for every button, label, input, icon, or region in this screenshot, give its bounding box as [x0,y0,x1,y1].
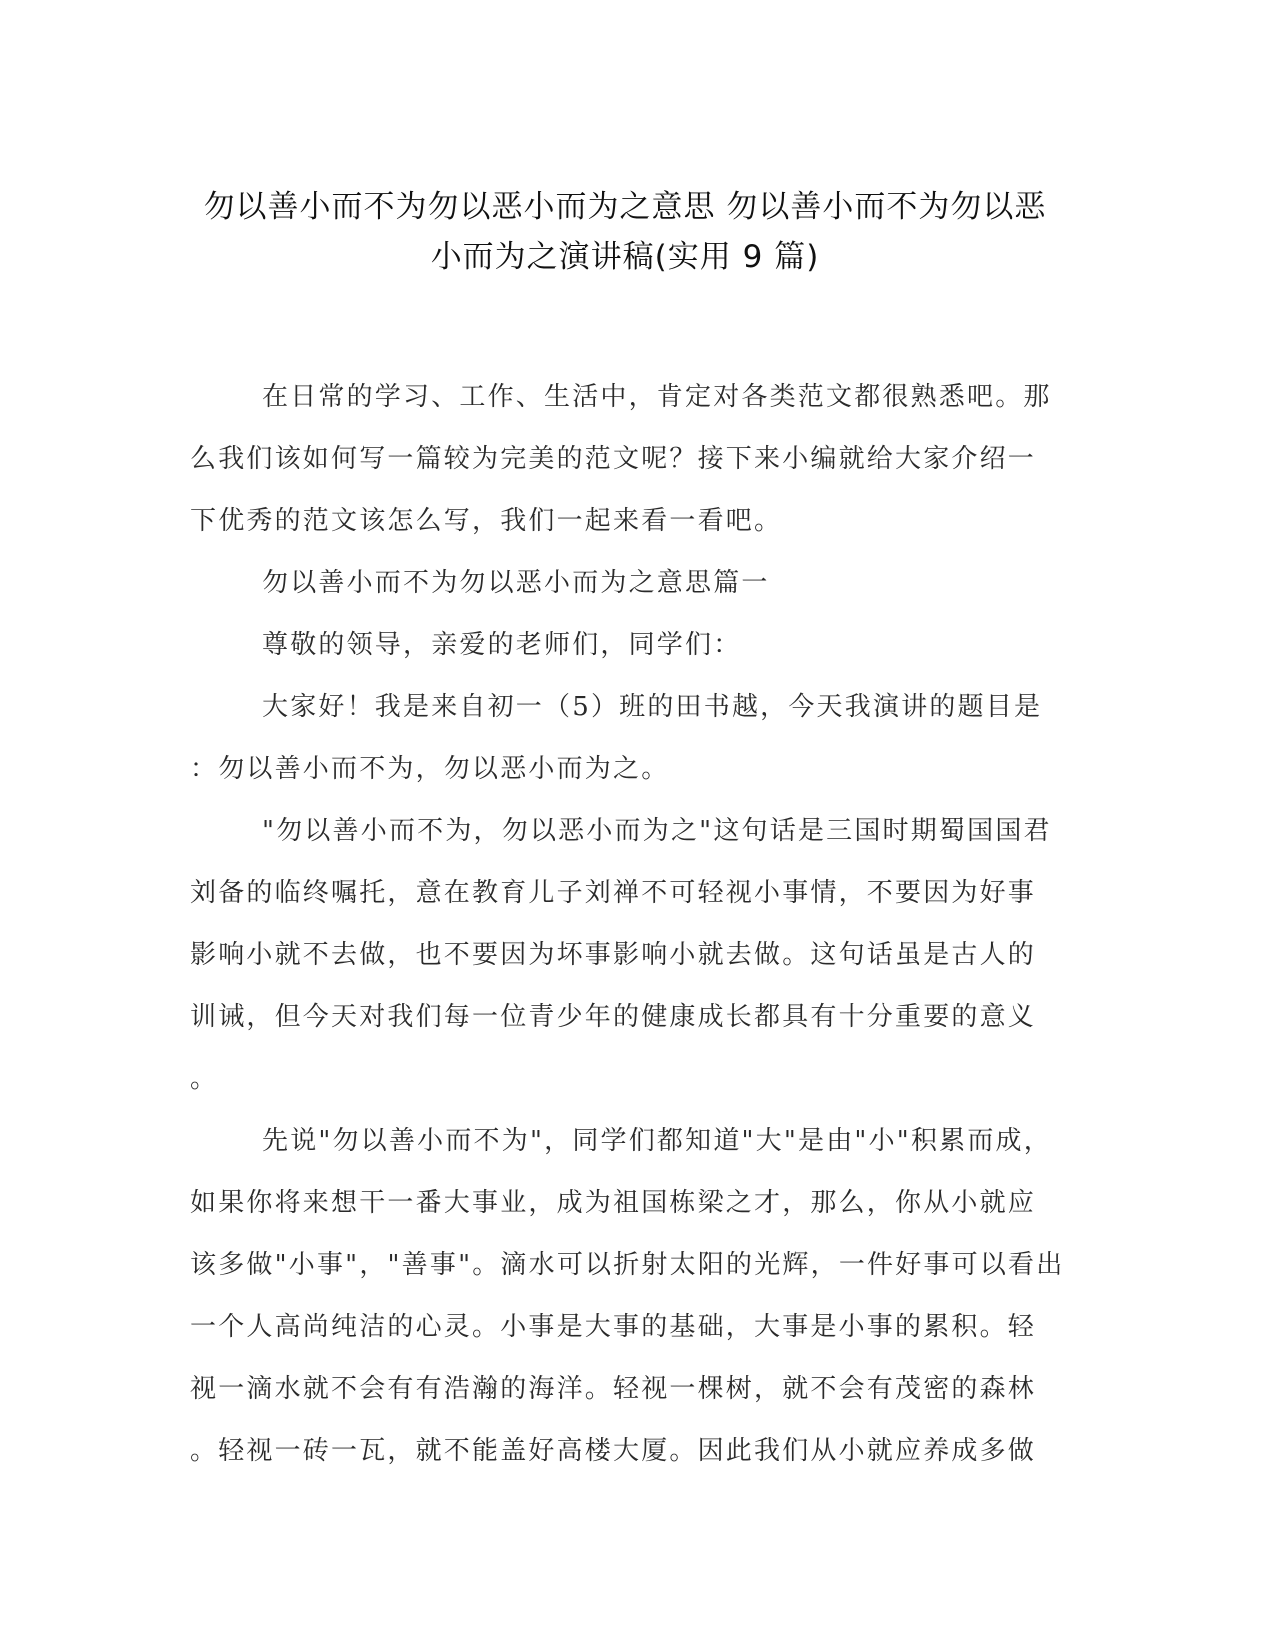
body-line: 。轻视一砖一瓦，就不能盖好高楼大厦。因此我们从小就应养成多做 [190,1436,1037,1466]
title-line-1: 勿以善小而不为勿以恶小而为之意思 勿以善小而不为勿以恶 [203,189,1047,225]
body-line: 在日常的学习、工作、生活中，肯定对各类范文都很熟悉吧。那 [262,382,1052,412]
body-line: 视一滴水就不会有有浩瀚的海洋。轻视一棵树，就不会有茂密的森林 [190,1374,1037,1404]
body-line: 下优秀的范文该怎么写，我们一起来看一看吧。 [190,506,783,536]
body-line: 么我们该如何写一篇较为完美的范文呢？接下来小编就给大家介绍一 [190,444,1037,474]
document-title [160,182,1090,282]
body-line: 大家好！我是来自初一（5）班的田书越，今天我演讲的题目是 [262,692,1043,722]
body-line: 刘备的临终嘱托，意在教育儿子刘禅不可轻视小事情，不要因为好事 [190,878,1037,908]
body-line: ：勿以善小而不为，勿以恶小而为之。 [190,754,670,784]
body-line: 该多做"小事"，"善事"。滴水可以折射太阳的光辉，一件好事可以看出 [190,1250,1065,1280]
body-line: 先说"勿以善小而不为"，同学们都知道"大"是由"小"积累而成， [262,1126,1052,1156]
section-heading: 勿以善小而不为勿以恶小而为之意思篇一 [262,568,770,598]
body-line: 如果你将来想干一番大事业，成为祖国栋梁之才，那么，你从小就应 [190,1188,1037,1218]
body-line: "勿以善小而不为，勿以恶小而为之"这句话是三国时期蜀国国君 [262,816,1052,846]
salutation: 尊敬的领导，亲爱的老师们，同学们： [262,630,742,660]
title-line-2: 小而为之演讲稿(实用 9 篇) [430,239,820,275]
body-line: 一个人高尚纯洁的心灵。小事是大事的基础，大事是小事的累积。轻 [190,1312,1037,1342]
body-line: 训诫，但今天对我们每一位青少年的健康成长都具有十分重要的意义 [190,1002,1037,1032]
document-body [190,366,1080,1482]
body-line: 影响小就不去做，也不要因为坏事影响小就去做。这句话虽是古人的 [190,940,1037,970]
body-line: 。 [190,1064,219,1094]
